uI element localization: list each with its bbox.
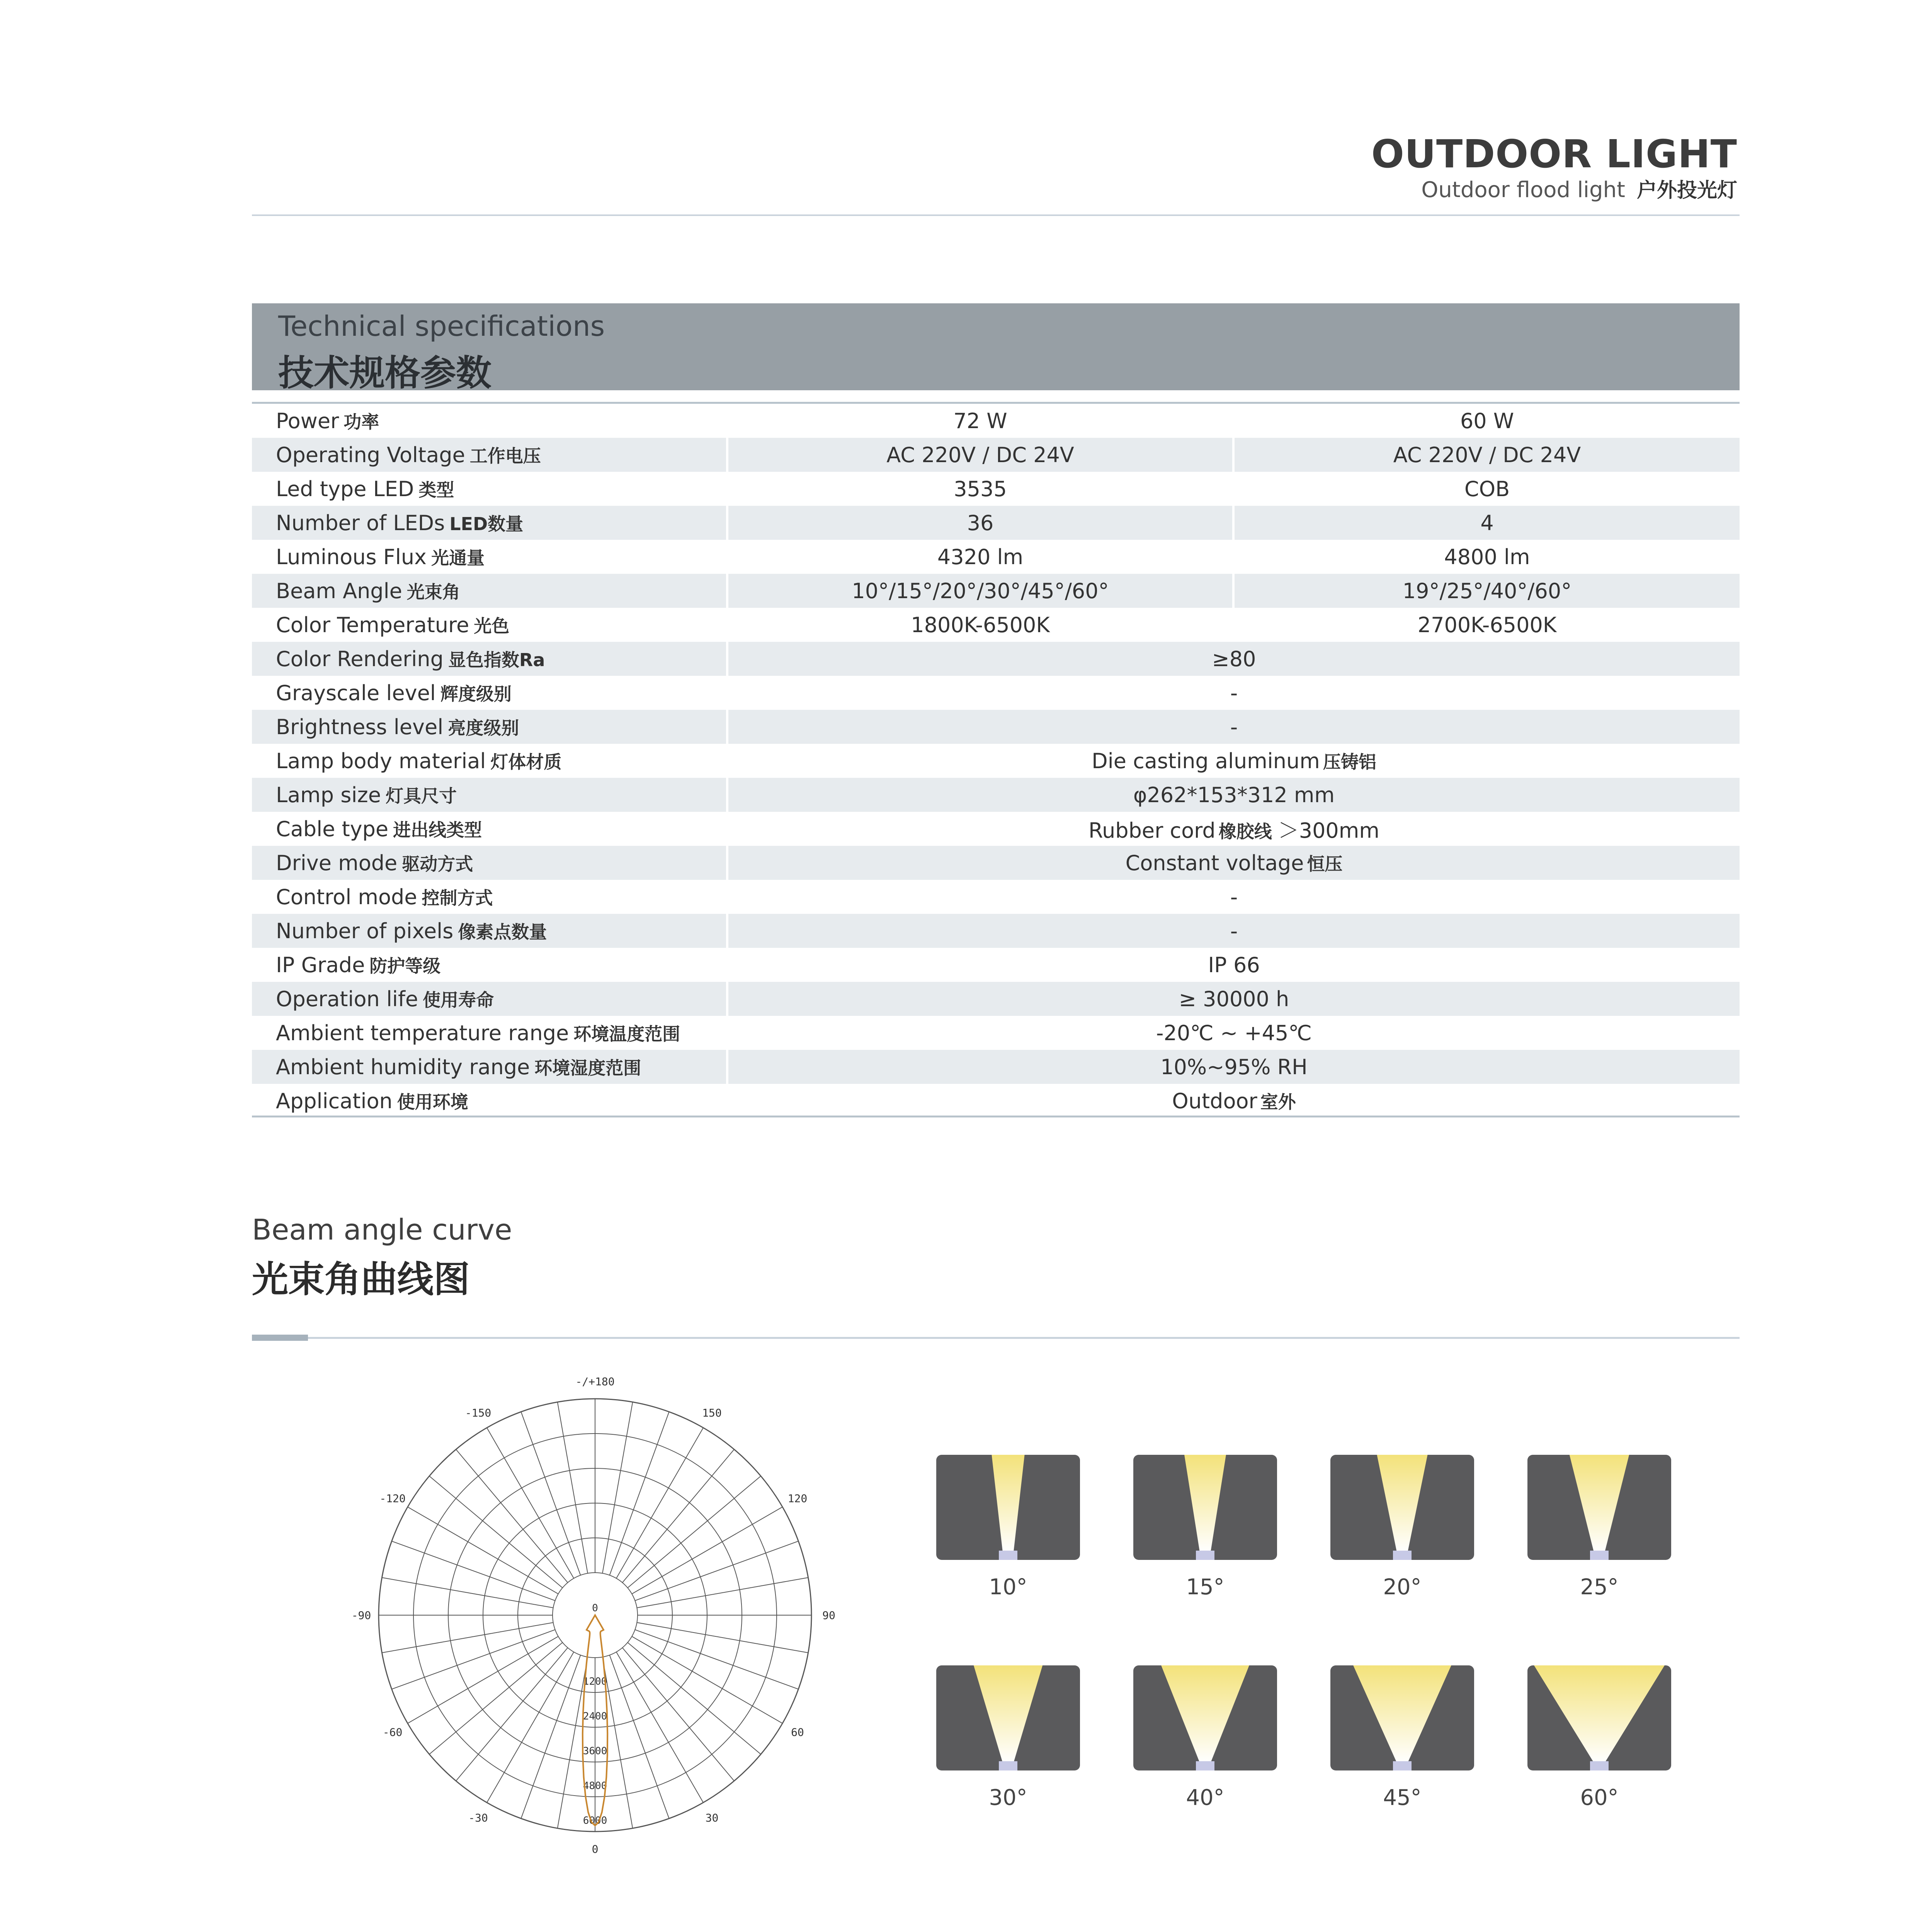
- spec-label: [252, 846, 727, 880]
- spec-value: [727, 778, 1740, 812]
- spec-label-zh: 控制方式: [422, 888, 493, 908]
- spec-value: COB: [1233, 472, 1740, 506]
- spec-value-text: -: [1230, 918, 1238, 943]
- polar-spoke: [429, 1476, 563, 1588]
- polar-spoke: [637, 1622, 808, 1653]
- beam-angle-tile: [1330, 1665, 1474, 1770]
- subtitle-en: Outdoor flood light: [1421, 177, 1625, 202]
- polar-spoke: [628, 1476, 761, 1588]
- spec-label-en: Cable type: [276, 817, 389, 841]
- spec-row: [252, 472, 1740, 506]
- polar-angle-label: 90: [822, 1609, 835, 1622]
- polar-spoke: [392, 1630, 555, 1689]
- spec-label-zh: 环境湿度范围: [534, 1058, 641, 1078]
- spec-label-zh: 灯体材质: [490, 752, 562, 772]
- beam-angle-label: 60°: [1580, 1785, 1619, 1810]
- spec-label-zh: LED数量: [449, 514, 524, 534]
- spec-row: [252, 540, 1740, 574]
- beam-cone-icon: [1330, 1455, 1474, 1560]
- beam-cone-icon: [936, 1665, 1080, 1770]
- spec-value: [727, 710, 1740, 744]
- polar-angle-label: -/+180: [575, 1375, 615, 1388]
- polar-angle-label: 150: [702, 1406, 722, 1420]
- spec-label-zh: 使用环境: [397, 1092, 468, 1112]
- spec-label-en: Number of LEDs: [276, 511, 445, 535]
- beam-angle-tile: [1133, 1455, 1277, 1560]
- spec-value: 1800K-6500K: [727, 608, 1233, 642]
- spec-value: [727, 744, 1740, 778]
- spec-value: 2700K-6500K: [1233, 608, 1740, 642]
- spec-label-en: Ambient temperature range: [276, 1021, 569, 1045]
- beam-angle-tile: [936, 1455, 1080, 1560]
- beam-cone-icon: [1133, 1455, 1277, 1560]
- spec-value: 4320 lm: [727, 540, 1233, 574]
- beam-angle-label: 20°: [1383, 1575, 1422, 1600]
- spec-label-zh: 光色: [474, 616, 510, 636]
- beam-section-title-en: Beam angle curve: [252, 1213, 512, 1247]
- polar-radial-label: 4800: [583, 1780, 607, 1792]
- spec-value-text: ≥80: [1212, 646, 1256, 671]
- spec-value-text: Rubber cord: [1088, 818, 1216, 843]
- polar-spoke: [456, 1648, 568, 1781]
- spec-label-zh: 像素点数量: [458, 922, 547, 942]
- spec-row: [252, 608, 1740, 642]
- spec-value: [727, 642, 1740, 676]
- spec-label: [252, 676, 727, 710]
- spec-label-zh: 使用寿命: [423, 990, 494, 1010]
- spec-label-zh: 显色指数Ra: [448, 650, 545, 670]
- spec-label-en: Drive mode: [276, 851, 398, 875]
- spec-label-zh: 光束角: [406, 582, 460, 602]
- beam-section-divider: [252, 1337, 1740, 1339]
- spec-label-zh: 功率: [344, 412, 379, 432]
- polar-radial-label: 1200: [583, 1676, 607, 1687]
- spec-row: [252, 1050, 1740, 1084]
- polar-angle-label: -60: [383, 1726, 403, 1739]
- spec-value: 19°/25°/40°/60°: [1233, 574, 1740, 608]
- spec-row: [252, 914, 1740, 948]
- spec-label: [252, 914, 727, 948]
- spec-value: 10°/15°/20°/30°/45°/60°: [727, 574, 1233, 608]
- spec-table: [252, 404, 1740, 1118]
- spec-label-en: Application: [276, 1089, 393, 1113]
- spec-row: [252, 982, 1740, 1016]
- page-header-title: OUTDOOR LIGHT: [1371, 131, 1737, 177]
- beam-angle-label: 45°: [1383, 1785, 1422, 1810]
- polar-angle-label: 120: [787, 1492, 808, 1505]
- spec-row: [252, 676, 1740, 710]
- beam-angle-label: 10°: [989, 1575, 1027, 1600]
- spec-label-en: Brightness level: [276, 715, 444, 739]
- spec-value: [727, 914, 1740, 948]
- polar-spoke: [558, 1402, 588, 1573]
- spec-row: [252, 506, 1740, 540]
- spec-value-text: Constant voltage: [1125, 851, 1304, 875]
- polar-angle-label: 60: [791, 1726, 804, 1739]
- spec-label-zh: 工作电压: [469, 446, 541, 466]
- spec-label: [252, 982, 727, 1016]
- spec-label: [252, 880, 727, 914]
- spec-bottom-rule: [252, 1116, 1740, 1117]
- spec-label-en: Lamp body material: [276, 749, 486, 773]
- spec-value-zh: 压铸铝: [1323, 752, 1376, 772]
- spec-label-en: Control mode: [276, 885, 417, 909]
- polar-spoke: [628, 1643, 761, 1754]
- spec-row: [252, 812, 1740, 846]
- spec-value: [727, 880, 1740, 914]
- spec-label: [252, 1016, 727, 1050]
- beam-cone-icon: [1527, 1455, 1671, 1560]
- subtitle-zh: 户外投光灯: [1636, 179, 1737, 202]
- spec-label: [252, 642, 727, 676]
- spec-label-en: Operating Voltage: [276, 443, 465, 467]
- spec-value-text: ≥ 30000 h: [1179, 986, 1289, 1011]
- spec-value: [727, 982, 1740, 1016]
- spec-label-en: Grayscale level: [276, 681, 436, 705]
- polar-spoke: [637, 1578, 808, 1608]
- polar-radial-label: 2400: [583, 1711, 607, 1722]
- polar-spoke: [622, 1449, 734, 1583]
- polar-beam-curve: [325, 1368, 866, 1874]
- polar-angle-label: 0: [592, 1843, 599, 1855]
- polar-spoke: [456, 1449, 568, 1583]
- polar-spoke: [602, 1402, 633, 1573]
- spec-label-en: Led type LED: [276, 477, 414, 501]
- spec-label: [252, 472, 727, 506]
- spec-label: [252, 404, 727, 438]
- spec-value: [727, 812, 1740, 846]
- spec-label-en: IP Grade: [276, 953, 365, 977]
- beam-angle-tile: [936, 1665, 1080, 1770]
- spec-label: [252, 948, 727, 982]
- polar-spoke: [610, 1412, 669, 1575]
- beam-angle-label: 15°: [1186, 1575, 1225, 1600]
- spec-value: 4: [1233, 506, 1740, 540]
- page-header-subtitle: [1421, 174, 1737, 203]
- spec-value-zh: 橡胶线: [1218, 821, 1272, 842]
- polar-angle-label: 30: [705, 1811, 719, 1824]
- polar-spoke: [392, 1541, 555, 1600]
- spec-value: 36: [727, 506, 1233, 540]
- spec-value-text: -: [1230, 884, 1238, 909]
- spec-label: [252, 1084, 727, 1118]
- spec-label-en: Ambient humidity range: [276, 1055, 530, 1079]
- spec-value: AC 220V / DC 24V: [1233, 438, 1740, 472]
- spec-value-text: 10%~95% RH: [1160, 1054, 1308, 1079]
- spec-row: [252, 642, 1740, 676]
- beam-angle-tile: [1133, 1665, 1277, 1770]
- spec-row: [252, 744, 1740, 778]
- beam-cone-icon: [1527, 1665, 1671, 1770]
- spec-label-en: Color Temperature: [276, 613, 469, 637]
- spec-value-text: -: [1230, 714, 1238, 739]
- spec-value: [727, 1050, 1740, 1084]
- spec-label: [252, 778, 727, 812]
- spec-value: 60 W: [1233, 404, 1740, 438]
- polar-spoke: [521, 1655, 580, 1818]
- spec-label-zh: 类型: [418, 480, 454, 500]
- beam-angle-label: 40°: [1186, 1785, 1225, 1810]
- polar-spoke: [382, 1578, 553, 1608]
- spec-row: [252, 948, 1740, 982]
- spec-value: AC 220V / DC 24V: [727, 438, 1233, 472]
- spec-value: 3535: [727, 472, 1233, 506]
- spec-row: [252, 404, 1740, 438]
- polar-radial-label: 3600: [583, 1745, 607, 1757]
- polar-radial-label: 0: [592, 1602, 598, 1614]
- polar-spoke: [429, 1643, 563, 1754]
- spec-value-zh: 室外: [1260, 1092, 1296, 1112]
- spec-title-en: Technical specifications: [278, 310, 605, 342]
- spec-label-zh: 灯具尺寸: [385, 786, 457, 806]
- beam-angle-label: 25°: [1580, 1575, 1619, 1600]
- spec-value-text: -20℃ ~ +45℃: [1156, 1020, 1312, 1045]
- spec-label: [252, 540, 727, 574]
- header-divider: [252, 214, 1740, 216]
- spec-label-zh: 驱动方式: [402, 854, 473, 874]
- polar-spoke: [521, 1412, 580, 1575]
- spec-value: 4800 lm: [1233, 540, 1740, 574]
- spec-label: [252, 710, 727, 744]
- spec-value: 72 W: [727, 404, 1233, 438]
- spec-label-zh: 亮度级别: [448, 718, 519, 738]
- spec-row: [252, 778, 1740, 812]
- spec-row: [252, 846, 1740, 880]
- spec-label-en: Operation life: [276, 987, 418, 1011]
- polar-spoke: [635, 1541, 798, 1600]
- spec-value: [727, 676, 1740, 710]
- spec-label-en: Power: [276, 409, 339, 433]
- spec-label: [252, 608, 727, 642]
- spec-row: [252, 710, 1740, 744]
- spec-label: [252, 812, 727, 846]
- spec-label-zh: 防护等级: [369, 956, 441, 976]
- spec-value-tail: ＞300mm: [1278, 818, 1379, 843]
- polar-spoke: [610, 1655, 669, 1818]
- spec-value: [727, 948, 1740, 982]
- polar-angle-label: -120: [379, 1492, 406, 1505]
- spec-label: [252, 438, 727, 472]
- spec-value: [727, 1084, 1740, 1118]
- beam-angle-tile: [1330, 1455, 1474, 1560]
- spec-row: [252, 880, 1740, 914]
- polar-radial-label: 6000: [583, 1815, 607, 1827]
- spec-value: [727, 1016, 1740, 1050]
- spec-value-text: φ262*153*312 mm: [1133, 782, 1335, 807]
- spec-title-zh: 技术规格参数: [278, 352, 492, 394]
- beam-angle-tile: [1527, 1665, 1671, 1770]
- spec-row: [252, 1084, 1740, 1118]
- spec-value-text: IP 66: [1208, 952, 1260, 977]
- spec-label-zh: 辉度级别: [440, 684, 512, 704]
- spec-label-zh: 环境温度范围: [573, 1024, 680, 1044]
- beam-angle-tile: [1527, 1455, 1671, 1560]
- beam-cone-icon: [1330, 1665, 1474, 1770]
- spec-label-en: Color Rendering: [276, 647, 444, 671]
- spec-row: [252, 1016, 1740, 1050]
- polar-spoke: [382, 1622, 553, 1653]
- spec-value-text: Die casting aluminum: [1092, 749, 1320, 773]
- spec-label-zh: 进出线类型: [393, 820, 482, 840]
- polar-spoke: [622, 1648, 734, 1781]
- spec-row: [252, 438, 1740, 472]
- beam-section-title-zh: 光束角曲线图: [252, 1259, 470, 1301]
- spec-label-en: Number of pixels: [276, 919, 454, 943]
- spec-label-en: Luminous Flux: [276, 545, 427, 569]
- polar-angle-label: -30: [468, 1811, 488, 1824]
- spec-label-en: Beam Angle: [276, 579, 402, 603]
- spec-label-en: Lamp size: [276, 783, 381, 807]
- spec-value-text: Outdoor: [1172, 1089, 1257, 1113]
- spec-row: [252, 574, 1740, 608]
- polar-angle-label: -90: [351, 1609, 371, 1622]
- polar-angle-label: -150: [465, 1406, 492, 1420]
- polar-spoke: [635, 1630, 798, 1689]
- beam-cone-icon: [1133, 1665, 1277, 1770]
- spec-label: [252, 506, 727, 540]
- spec-label: [252, 574, 727, 608]
- spec-label: [252, 1050, 727, 1084]
- beam-angle-label: 30°: [989, 1785, 1027, 1810]
- spec-value-zh: 恒压: [1307, 854, 1343, 874]
- spec-label-zh: 光通量: [431, 548, 485, 568]
- spec-value: [727, 846, 1740, 880]
- beam-section-accent: [252, 1335, 308, 1341]
- beam-cone-icon: [936, 1455, 1080, 1560]
- spec-value-text: -: [1230, 680, 1238, 705]
- spec-label: [252, 744, 727, 778]
